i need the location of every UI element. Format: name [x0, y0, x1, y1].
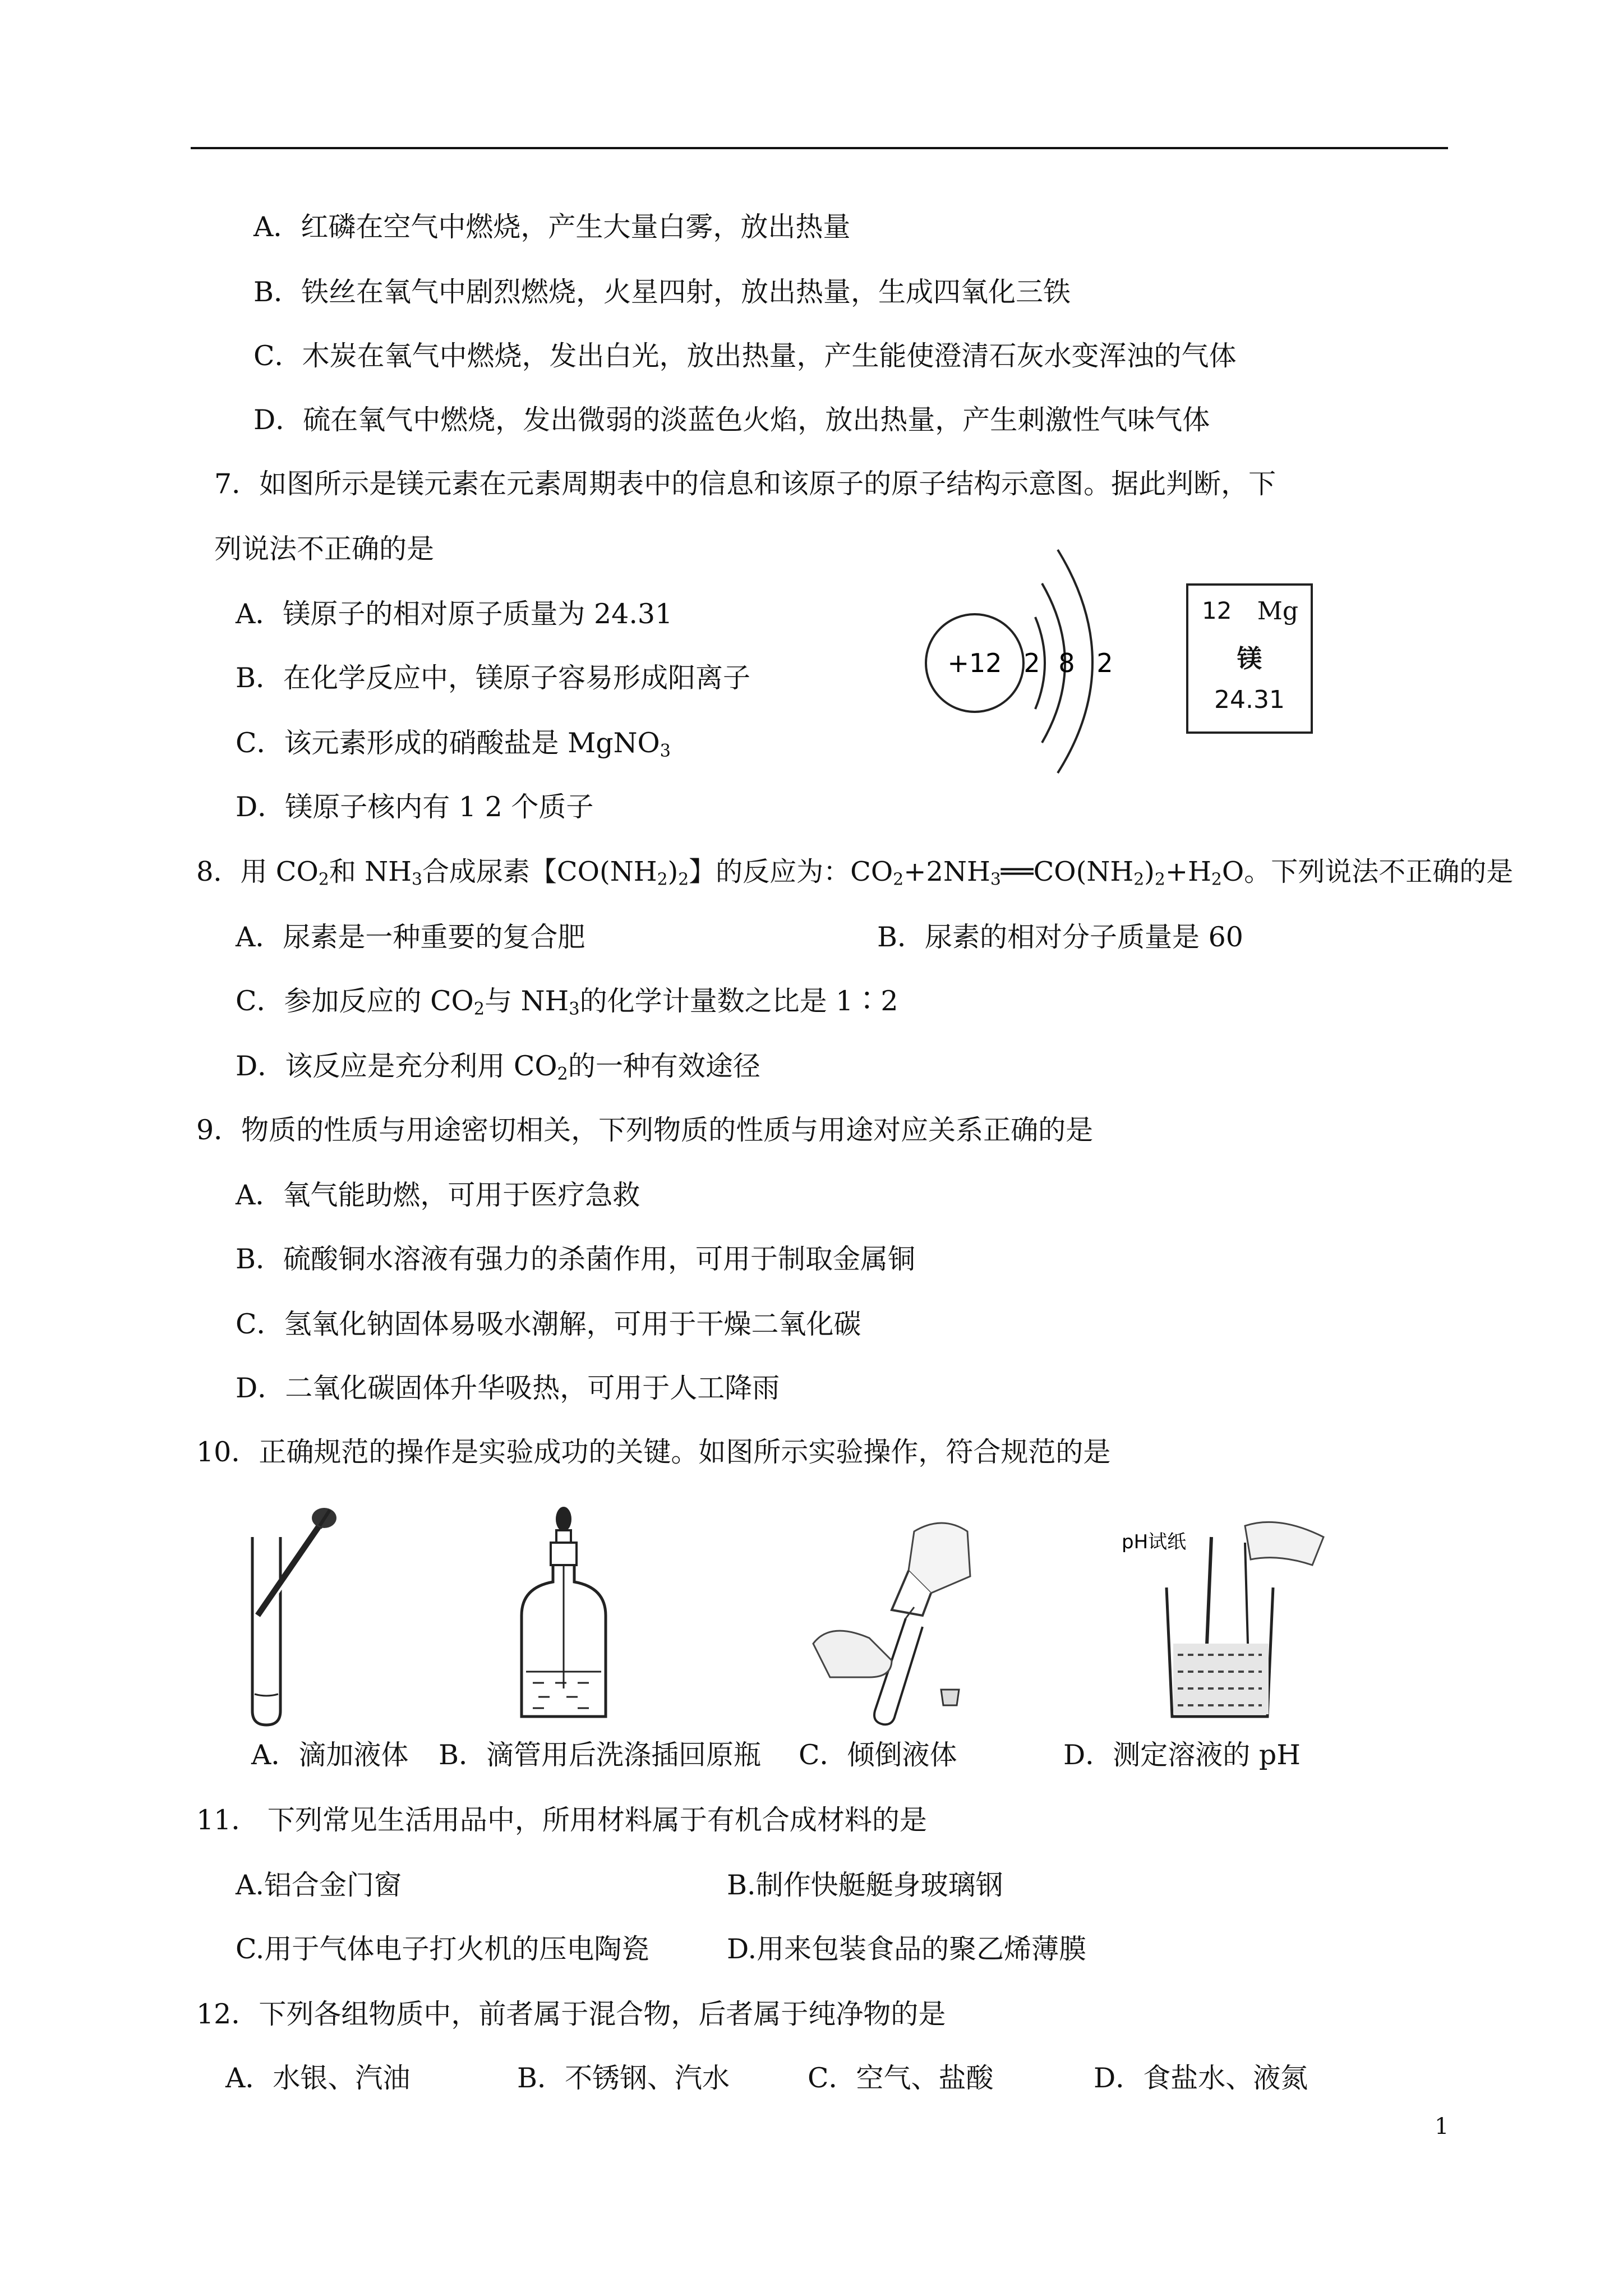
q11-stem: 11． 下列常见生活用品中，所用材料属于有机合成材料的是 [196, 1804, 927, 1836]
atomic-number: 12 [1202, 597, 1232, 624]
shell-1-electrons: 2 [1023, 648, 1040, 678]
q7-option-c: C．该元素形成的硝酸盐是 MgNO$_3$ [236, 727, 671, 761]
ph-paper-label: pH试纸 [1122, 1531, 1187, 1553]
q9-option-b: B．硫酸铜水溶液有强力的杀菌作用，可用于制取金属铜 [236, 1243, 916, 1275]
q7-stem-line2: 列说法不正确的是 [214, 533, 435, 565]
q7-option-a: A．镁原子的相对原子质量为 24.31 [236, 598, 673, 630]
page-number: 1 [1435, 2114, 1449, 2139]
q12-option-a: A．水银、汽油 [225, 2062, 411, 2094]
nucleus-charge: +12 [947, 648, 1002, 678]
element-name: 镁 [1237, 645, 1262, 673]
q12-option-b: B．不锈钢、汽水 [517, 2062, 730, 2094]
q6-option-d: D．硫在氧气中燃烧，发出微弱的淡蓝色火焰，放出热量，产生刺激性气味气体 [253, 404, 1210, 436]
q11-option-d: D.用来包装食品的聚乙烯薄膜 [727, 1933, 1087, 1965]
q10-option-b: B．滴管用后洗涤插回原瓶 [439, 1739, 762, 1771]
q7-option-d: D．镁原子核内有 1 2 个质子 [236, 791, 594, 823]
q6-option-c: C．木炭在氧气中燃烧，发出白光，放出热量，产生能使澄清石灰水变浑浊的气体 [253, 340, 1237, 372]
q8-option-d: D．该反应是充分利用 $CO_2$的一种有效途径 [236, 1050, 760, 1084]
q8-option-a: A．尿素是一种重要的复合肥 [236, 921, 585, 953]
q10-option-a: A．滴加液体 [251, 1739, 409, 1771]
q10-option-d: D．测定溶液的 pH [1063, 1739, 1301, 1771]
element-symbol: Mg [1257, 597, 1298, 625]
q11-option-a: A.铝合金门窗 [236, 1869, 402, 1901]
q12-option-d: D．食盐水、液氮 [1094, 2062, 1308, 2094]
q10-option-c: C．倾倒液体 [799, 1739, 957, 1771]
q7-option-b: B．在化学反应中，镁原子容易形成阳离子 [236, 662, 751, 694]
header-rule [191, 147, 1448, 149]
q6-option-b: B．铁丝在氧气中剧烈燃烧，火星四射，放出热量，生成四氧化三铁 [253, 276, 1071, 308]
periodic-table-tile [1186, 583, 1313, 734]
q8-stem: 8．用 $CO_2$和 $NH_3$合成尿素【$CO(NH_2)_2$】的反应为：$CO_2+2NH_3══CO(NH_2)_2+H_2O$。下列说法不正确的是 [196, 856, 1514, 890]
atomic-structure-diagram [920, 544, 1144, 780]
q11-option-c: C.用于气体电子打火机的压电陶瓷 [236, 1933, 649, 1965]
shell-2-electrons: 8 [1058, 648, 1075, 678]
q6-option-a: A．红磷在空气中燃烧，产生大量白雾，放出热量 [253, 211, 851, 243]
q10-stem: 10．正确规范的操作是实验成功的关键。如图所示实验操作，符合规范的是 [196, 1436, 1111, 1468]
q9-option-a: A．氧气能助燃，可用于医疗急救 [236, 1179, 640, 1211]
q12-stem: 12．下列各组物质中，前者属于混合物，后者属于纯净物的是 [196, 1998, 946, 2030]
q9-stem: 9．物质的性质与用途密切相关，下列物质的性质与用途对应关系正确的是 [196, 1114, 1094, 1146]
q12-option-c: C．空气、盐酸 [808, 2062, 994, 2094]
q9-option-c: C．氢氧化钠固体易吸水潮解，可用于干燥二氧化碳 [236, 1308, 861, 1340]
shell-3-electrons: 2 [1096, 648, 1113, 678]
dropper-bottle-figure [516, 1503, 611, 1728]
q9-option-d: D．二氧化碳固体升华吸热，可用于人工降雨 [236, 1372, 780, 1404]
q7-stem-line1: 7．如图所示是镁元素在元素周期表中的信息和该原子的原子结构示意图。据此判断，下 [214, 468, 1276, 500]
test-tube-dropper-figure [236, 1503, 359, 1728]
q8-option-b: B．尿素的相对分子质量是 60 [877, 921, 1243, 953]
atomic-mass: 24.31 [1214, 685, 1285, 714]
ph-test-figure [1110, 1503, 1335, 1728]
q8-option-c: C．参加反应的 $CO_2$与 $NH_3$的化学计量数之比是 1∶2 [236, 985, 898, 1019]
q11-option-b: B.制作快艇艇身玻璃钢 [727, 1869, 1003, 1901]
pouring-liquid-figure [808, 1509, 976, 1728]
